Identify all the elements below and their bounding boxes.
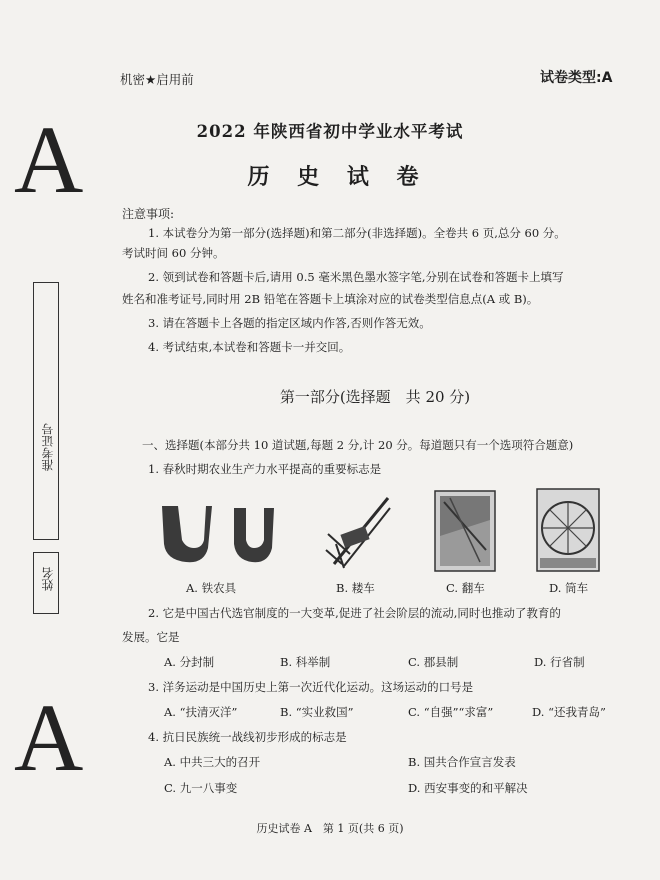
question-4-option-b: B. 国共合作宣言发表 (408, 755, 516, 769)
question-1-option-a: A. 铁农具 (186, 581, 237, 595)
exam-type-label: 试卷类型:A (540, 70, 613, 86)
exam-number-label: 准考证号 (41, 423, 55, 471)
page-footer: 历史试卷 A 第 1 页(共 6 页) (256, 822, 404, 835)
question-3-option-d: D. “还我青岛” (532, 705, 606, 719)
exam-type-letter-top: A (14, 106, 84, 213)
part1-instruction: 一、选择题(本部分共 10 道试题,每题 2 分,计 20 分。每道题只有一个选项符合题意) (142, 438, 574, 452)
water-wheel-image (536, 488, 600, 572)
question-1-option-c: C. 翻车 (446, 581, 485, 595)
name-box (33, 552, 59, 614)
question-3-option-b: B. “实业救国” (280, 705, 354, 719)
question-4-option-a: A. 中共三大的召开 (164, 755, 261, 769)
question-2-option-b: B. 科举制 (280, 655, 331, 669)
question-4-option-d: D. 西安事变的和平解决 (408, 781, 528, 795)
notice-line: 姓名和准考证号,同时用 2B 铅笔在答题卡上填涂对应的试卷类型信息点(A 或 B)。 (122, 292, 539, 306)
question-3-option-a: A. “扶清灭洋” (164, 705, 238, 719)
exam-type-letter-bottom: A (14, 684, 84, 791)
question-1-option-d: D. 筒车 (549, 581, 589, 595)
part1-title: 第一部分(选择题 共 20 分) (279, 388, 471, 406)
seed-drill-image (314, 494, 394, 572)
notice-line: 4. 考试结束,本试卷和答题卡一并交回。 (148, 340, 351, 354)
notice-line: 2. 领到试卷和答题卡后,请用 0.5 毫米黑色墨水签字笔,分别在试卷和答题卡上填写 (148, 270, 564, 284)
exam-number-box (33, 282, 59, 540)
notice-line: 3. 请在答题卡上各题的指定区域内作答,否则作答无效。 (148, 316, 431, 330)
question-2-option-d: D. 行省制 (534, 655, 585, 669)
notice-line: 1. 本试卷分为第一部分(选择题)和第二部分(非选择题)。全卷共 6 页,总分 60 分。 (148, 226, 566, 240)
iron-farm-tools-image (158, 496, 278, 568)
subject-title: 历 史 试 卷 (247, 164, 429, 190)
question-1-option-b: B. 耧车 (336, 581, 375, 595)
question-3-stem: 3. 洋务运动是中国历史上第一次近代化运动。这场运动的口号是 (148, 680, 474, 694)
exam-title: 2022 年陕西省初中学业水平考试 (196, 122, 464, 141)
question-2-option-a: A. 分封制 (164, 655, 215, 669)
question-4-stem: 4. 抗日民族统一战线初步形成的标志是 (148, 730, 347, 744)
question-2-option-c: C. 郡县制 (408, 655, 459, 669)
question-4-option-c: C. 九一八事变 (164, 781, 238, 795)
name-label: 姓名 (41, 567, 55, 591)
question-2-stem-cont: 发展。它是 (122, 630, 180, 644)
notice-heading: 注意事项: (122, 207, 175, 221)
question-2-stem: 2. 它是中国古代选官制度的一大变革,促进了社会阶层的流动,同时也推动了教育的 (148, 606, 561, 620)
confidential-label: 机密★启用前 (120, 72, 194, 87)
question-3-option-c: C. “自强”“求富” (408, 705, 494, 719)
square-pallet-pump-image (434, 490, 496, 572)
question-1-stem: 1. 春秋时期农业生产力水平提高的重要标志是 (148, 462, 382, 476)
notice-line: 考试时间 60 分钟。 (122, 246, 225, 260)
